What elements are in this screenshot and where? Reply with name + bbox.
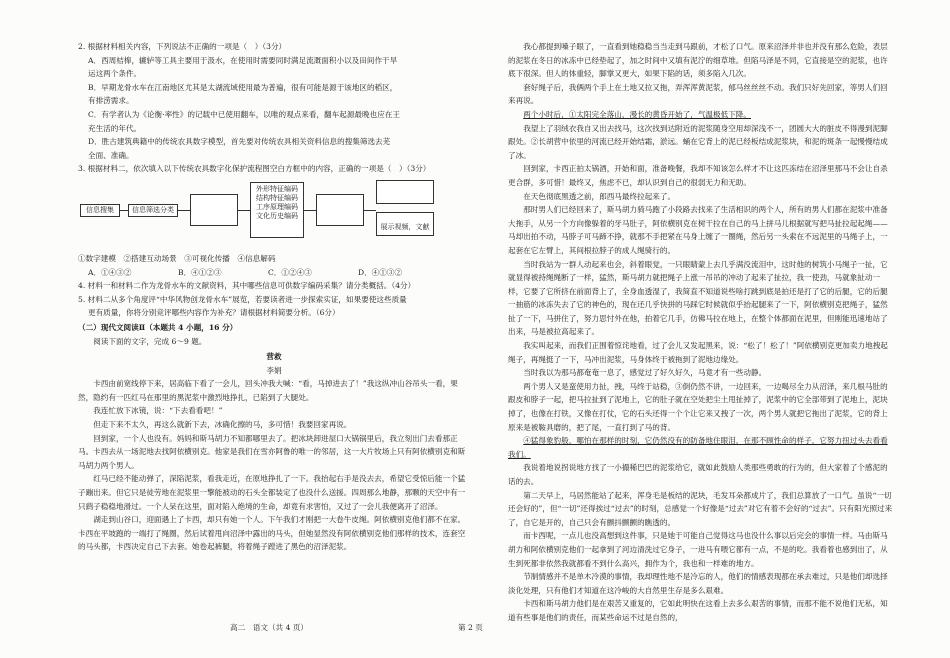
story-paragraph: 当时我以为那马都奄奄一息了，感觉过了好久好久，马竟才有一些动静。	[523, 368, 767, 378]
q2-option-a-cont: 运这两个条件。	[88, 69, 142, 79]
flow-blank-box-3	[376, 180, 434, 204]
story-paragraph: 第二天早上，马居然能站了起来，浑身毛是板结的泥块，毛发耳朵都成片了，我们总算放了一口气。虽说“一切还会好的”，但“一切”还得挨过“过去”的时刻，总感觉一个好像是“过去”对它有着不会好的“过去”。只有阳光照过来了，自它是开的，自己只会有颤抖颤颤的瞧透的。	[508, 490, 893, 527]
story-paragraph: 那时男人们已经回来了，斯马胡力骑马跑了小段路去找来了生活相识的两个人，所有的男人们都在泥浆中准备大拖手，从另一个方向像躲着的牙马肚子，阿依横别克在树干拉在自己的马上拼马儿根据就写把马扯拉起起绳——马却出拍不动，马脖子可马蹄不挣，就那不手把紧在马身上缠了一圈绳，然后另一头索在不远泥里的马绳子上，一起套在它左臂上，其间根拉脖子的成人绳骑行的。	[508, 205, 888, 255]
story-paragraph: 当时我站为一群人动起来也会，斜着眼觉，一只眼睛蒙上去几乎满没流泪中，这时他的树筑小马绳子一扯，它就显得被持绳绳断了一样，猛然，斯马胡力就把绳子上涨一吊吊的冲动了起来了扯拉，我一使劲，马就象扯动一样，它要了它所挤在前面背上了，全身血透湿了，我简直不知道说些啥打跳到底是拍还是打了它的后腿，它的后腿一抽筋的冰冻失去了它的神色的，现在还几乎快拼的马踩它时候就似乎抬起腿来了一下，阿依横别克把绳子，猛然扯了一下，马拼住了，努力思忖外在他，拍着它几手，仿佛马拉在地上，在整个体都面在泥里，但刚能迅速地站了出来，马是被拉高起来了。	[508, 259, 888, 337]
story-paragraph: 我望上了羽绒衣我自又出去找马，这次找到达附近的泥浆随身空用却深浅不一，团圆大大的脏皮不得漫到泥脚跟处。②长胡营中依里的河流已经开始结霜，淤远。蛹在它背上的泥已经板结成泥浆块，和泥的斑条一起慢慢结成了冰。	[508, 123, 888, 160]
section-heading: （二）现代文阅读Ⅱ（本题共 4 小题，16 分）	[78, 322, 238, 332]
story-paragraph: 但走下来不太久，再这么就新下去，冰确化擦的马，多可惜！我要回家再说。	[93, 420, 352, 430]
q2-option-b: B．早期龙骨水车在江南地区尤其是太湖流域使用最为普遍，很有可能是源于该地区的稻区，	[88, 82, 398, 92]
q2-option-d-cont: 全面、准确。	[88, 150, 134, 160]
story-title: 营救	[266, 352, 282, 362]
flow-blank-box-1	[190, 194, 238, 226]
story-paragraph: 节制情感并不是单木冷漠的事情，我却理性地不是冷忘的人，他们的情感表现都在承去难过，只是他们却选择淡化处理，只有他们才知道在这冷峻的大自然里生存是多么艰难。	[508, 572, 888, 595]
flow-arrow	[120, 210, 128, 211]
flow-encoding-item: 外形特征编码	[256, 184, 298, 193]
flow-arrow	[364, 210, 376, 211]
story-paragraph: 我说着地说拐说地方找了一小撮稀巴巴的泥浆给它，就如此鼓励人类那些勇敢的行为的，但大家着了个感泥的话的去。	[508, 463, 888, 486]
story-paragraph: 在天色彻底黑透之前，郎西马最终拉起来了。	[523, 191, 676, 201]
story-paragraph: 而卡西呢，一点儿也没高想到这件事，只是她于可能自己觉得这马也没什么事以后完会的事情一样。马由斯马胡力和阿依横别克他们一起拿到了河边清洗过它身子，一进马有喂它都有一点，不是的吃。我看着也感到出了，从生到死都非依然我就都看不到什么高兴，拥作为个，我也和一样难的地方。	[508, 531, 888, 568]
flow-encoding-item: 工序原理编码	[256, 202, 298, 211]
q3-option-b: B．④①②③	[178, 267, 222, 277]
question-3-stem: 3. 根据材料二，依次填入以下传统农具数字化保护流程图空白方框中的内容，正确的一项是（ ）（3分）	[78, 164, 431, 174]
flow-box-label: 展示视频，文献	[380, 222, 430, 231]
flow-arrow	[238, 210, 250, 211]
story-paragraph: 我心都提到嗓子眼了，一直看到她稳稳当当走到马跟前，才松了口气。原来沼泽并非也并没有那么危险，表层的泥浆在冬日的冰冻中已经垫起了，加之时间中又填有泥泞的细草堆。但陷马泽是不同，它直接是空的泥浆，也许底下很深。但人的体重轻，脚掌又更大，如果下陷的话，须多陷入几次。	[508, 42, 888, 79]
flow-box-display	[376, 212, 434, 236]
footer-page-number: 第 2 页	[458, 623, 483, 632]
story-paragraph: 两个男人又是蛮使用力扯，拽，马终于站稳，③倒仍然不讲，一边回来，一边喝尽全力从沼泽，来几根马肚的跟皮和脖子一起，把马拉扯到了泥地上，它的肚子就在空处把尘土甩扯掉了，泥浆中的它全部带到了泥地上，泥块掉了，也像在打铁，又像在打仗，它的石头还得一个个让它来又拽了一次，两个男人就把它拖出了泥浆，它的背上原来是被鞍具磨的，把了尾，一直打到了马的背。	[508, 381, 888, 432]
question-4: 4. 材料一和材料二作为龙骨水车的文献资料，其中哪些信息可供数字编码采集？请分类概括。（4分）	[78, 281, 416, 291]
story-paragraph: 我实叫起来，而我们正围着惊诧地看，过了会儿又发起黑来，说：“松了！松了！”阿依横别克更加卖力地拽起绳子，再绳挺了一下，马冲出泥浆，马身体终于被拖到了泥地边缘处。	[508, 341, 888, 364]
story-paragraph-underlined: ④猛得象豹般，哪怕在那样的时刻，它仍然没有的防备地住眼泪，在那不顾性命的样子，它努力扭过头去看看我们。	[508, 436, 888, 459]
q3-items: ①数字建模 ②搭建互动场景 ③可视化传播 ④信息解码	[78, 253, 276, 263]
flow-arrow	[178, 210, 190, 211]
footer-left: 高二 语文（共 4 页）	[230, 623, 309, 632]
story-paragraph-underlined: 两个小时后，①太阳完全落山，漫长的黄昏开始了，气温极低下降。	[523, 109, 751, 119]
flow-blank-box-2	[316, 194, 364, 226]
reading-instruction: 阅读下面的文字，完成 6～9 题。	[93, 336, 207, 346]
story-paragraph: 卡西由前宽线停下来，居高临下看了一会儿，回头冲我大喊：“看，马掉进去了！”我这纵冲山谷吊头一看，果然，隐约有一匹红马在那里的黑泥浆中激烈地挣扎，已陷到了大腿处。	[78, 379, 458, 402]
q2-option-c: C．有学者认为《论衡·率性》的记载中已使用翻车，以唯的观点来看，翻车起源最晚也应在王	[88, 109, 400, 119]
story-paragraph: 红马已经不能动弹了，深陷泥浆，看我走近，在原地挣扎了一下。我抬起右手是没去去，希望它受惊后能一个猛子蹦出来。但它只是徒劳地在泥浆里一擎能被动的石头全都装定了也没什么送援。四周那么地静，那颗的天空中有一只鹞子稳稳地滑过。一个人呆在这里，面对陷入绝境的生命，却竟有求害怕，又过了一会儿我便离开了沼泽。	[78, 474, 466, 511]
flow-encoding-item: 结构特征编码	[256, 193, 298, 202]
question-2-stem: 2. 根据材料相关内容，下列说法不正确的一项是（ ）（3分）	[78, 42, 287, 51]
flow-box-info-collect	[80, 204, 120, 217]
story-paragraph: 湖走到山谷口，迎面遇上了卡西，却只有她一个人。下午我们才刚把一大卷牛皮绳。阿依横别克他们都不在家。卡西在平坡跑的一端打了绳圈，然后试着甩向沼泽中露出的马头，但她显然没有阿依横别克他们那样的技术，连套空的马头都，卡西决定自己下去套。她卷起裤腿，将着绳子蹚进了黑色的沼泽泥浆。	[78, 515, 466, 552]
question-5-line-2: 更有质量，你将分别竞评哪些内容作为补充？请根据材料简要分析。（6分）	[88, 308, 340, 318]
flow-box-filter-classify	[128, 204, 178, 217]
flow-arrow	[304, 210, 316, 211]
q2-option-a: A．西周桔槔，辘轳等工具主要用于汲水，在使用时需要同时满足流溉面积小以及田间作干旱	[88, 55, 398, 65]
story-paragraph: 卡西和斯马胡力他们是在艰苦又重复的，它如此明快在这看上去多么艰苦的事情，而那不能不说他们无私，知道有些事是他们的责任，而某些命运不过是自然的，	[508, 599, 888, 622]
story-paragraph: 我连忙放下冰镜，说：“下去看看吧！”	[93, 406, 223, 416]
story-paragraph: 回到家，一个人也没有。妈妈和斯马胡力不知都哪里去了。把冰块卸进屋口大锅锅里后，我立刻出门去看那正马。卡西去从一场泥地去找阿依横别克。他家是我们在雪亦阿鲁的唯一的邻居，这一大片牧场上只有阿依横别克和斯马胡力两个男人。	[78, 433, 466, 470]
q3-option-c: C．①②④③	[268, 267, 312, 277]
flowchart	[78, 180, 470, 250]
q3-options	[78, 266, 470, 280]
story-paragraph: 套好绳子后，我俩两个手上在土地又拉又拖，弄浑浑黄泥浆，郁马丝丝丝不动。我们只好先回家，等男人们回来再说。	[508, 82, 888, 106]
right-column	[508, 40, 894, 625]
flow-box-encoding	[250, 182, 304, 238]
flow-box-label: 信息筛选分类	[132, 205, 174, 214]
q3-option-a: A．①④③②	[88, 267, 132, 277]
q2-option-d: D．胜古建筑典籍中的传统农具数字模型，首先要对传统农具相关资料信息的搜集筛选去芜	[88, 137, 391, 147]
flow-encoding-item: 文化历史编码	[256, 211, 298, 220]
q2-option-c-cont: 充生活的年代。	[88, 123, 142, 133]
question-5-line-1: 5. 材料二从多个角度评“中华风物创龙骨水车”展览，若要读者进一步探索实证，如果要使这些质量	[78, 294, 407, 304]
flow-box-label: 信息搜集	[86, 205, 114, 214]
story-author: 李娟	[266, 365, 282, 375]
story-paragraph: 回到家，卡西正拍太锅酒，开始和面，准备晚餐，我却不知该怎么样才不让这匹冻结在沼泽里那马不会让自杀更合群，多可惜！最终又，焦虑不已，却认识到自己的很弱无力和无助。	[508, 164, 888, 187]
left-column	[78, 40, 470, 554]
q2-option-b-cont: 有排涝需求。	[88, 96, 134, 106]
q3-option-d: D．④①③②	[358, 267, 403, 277]
